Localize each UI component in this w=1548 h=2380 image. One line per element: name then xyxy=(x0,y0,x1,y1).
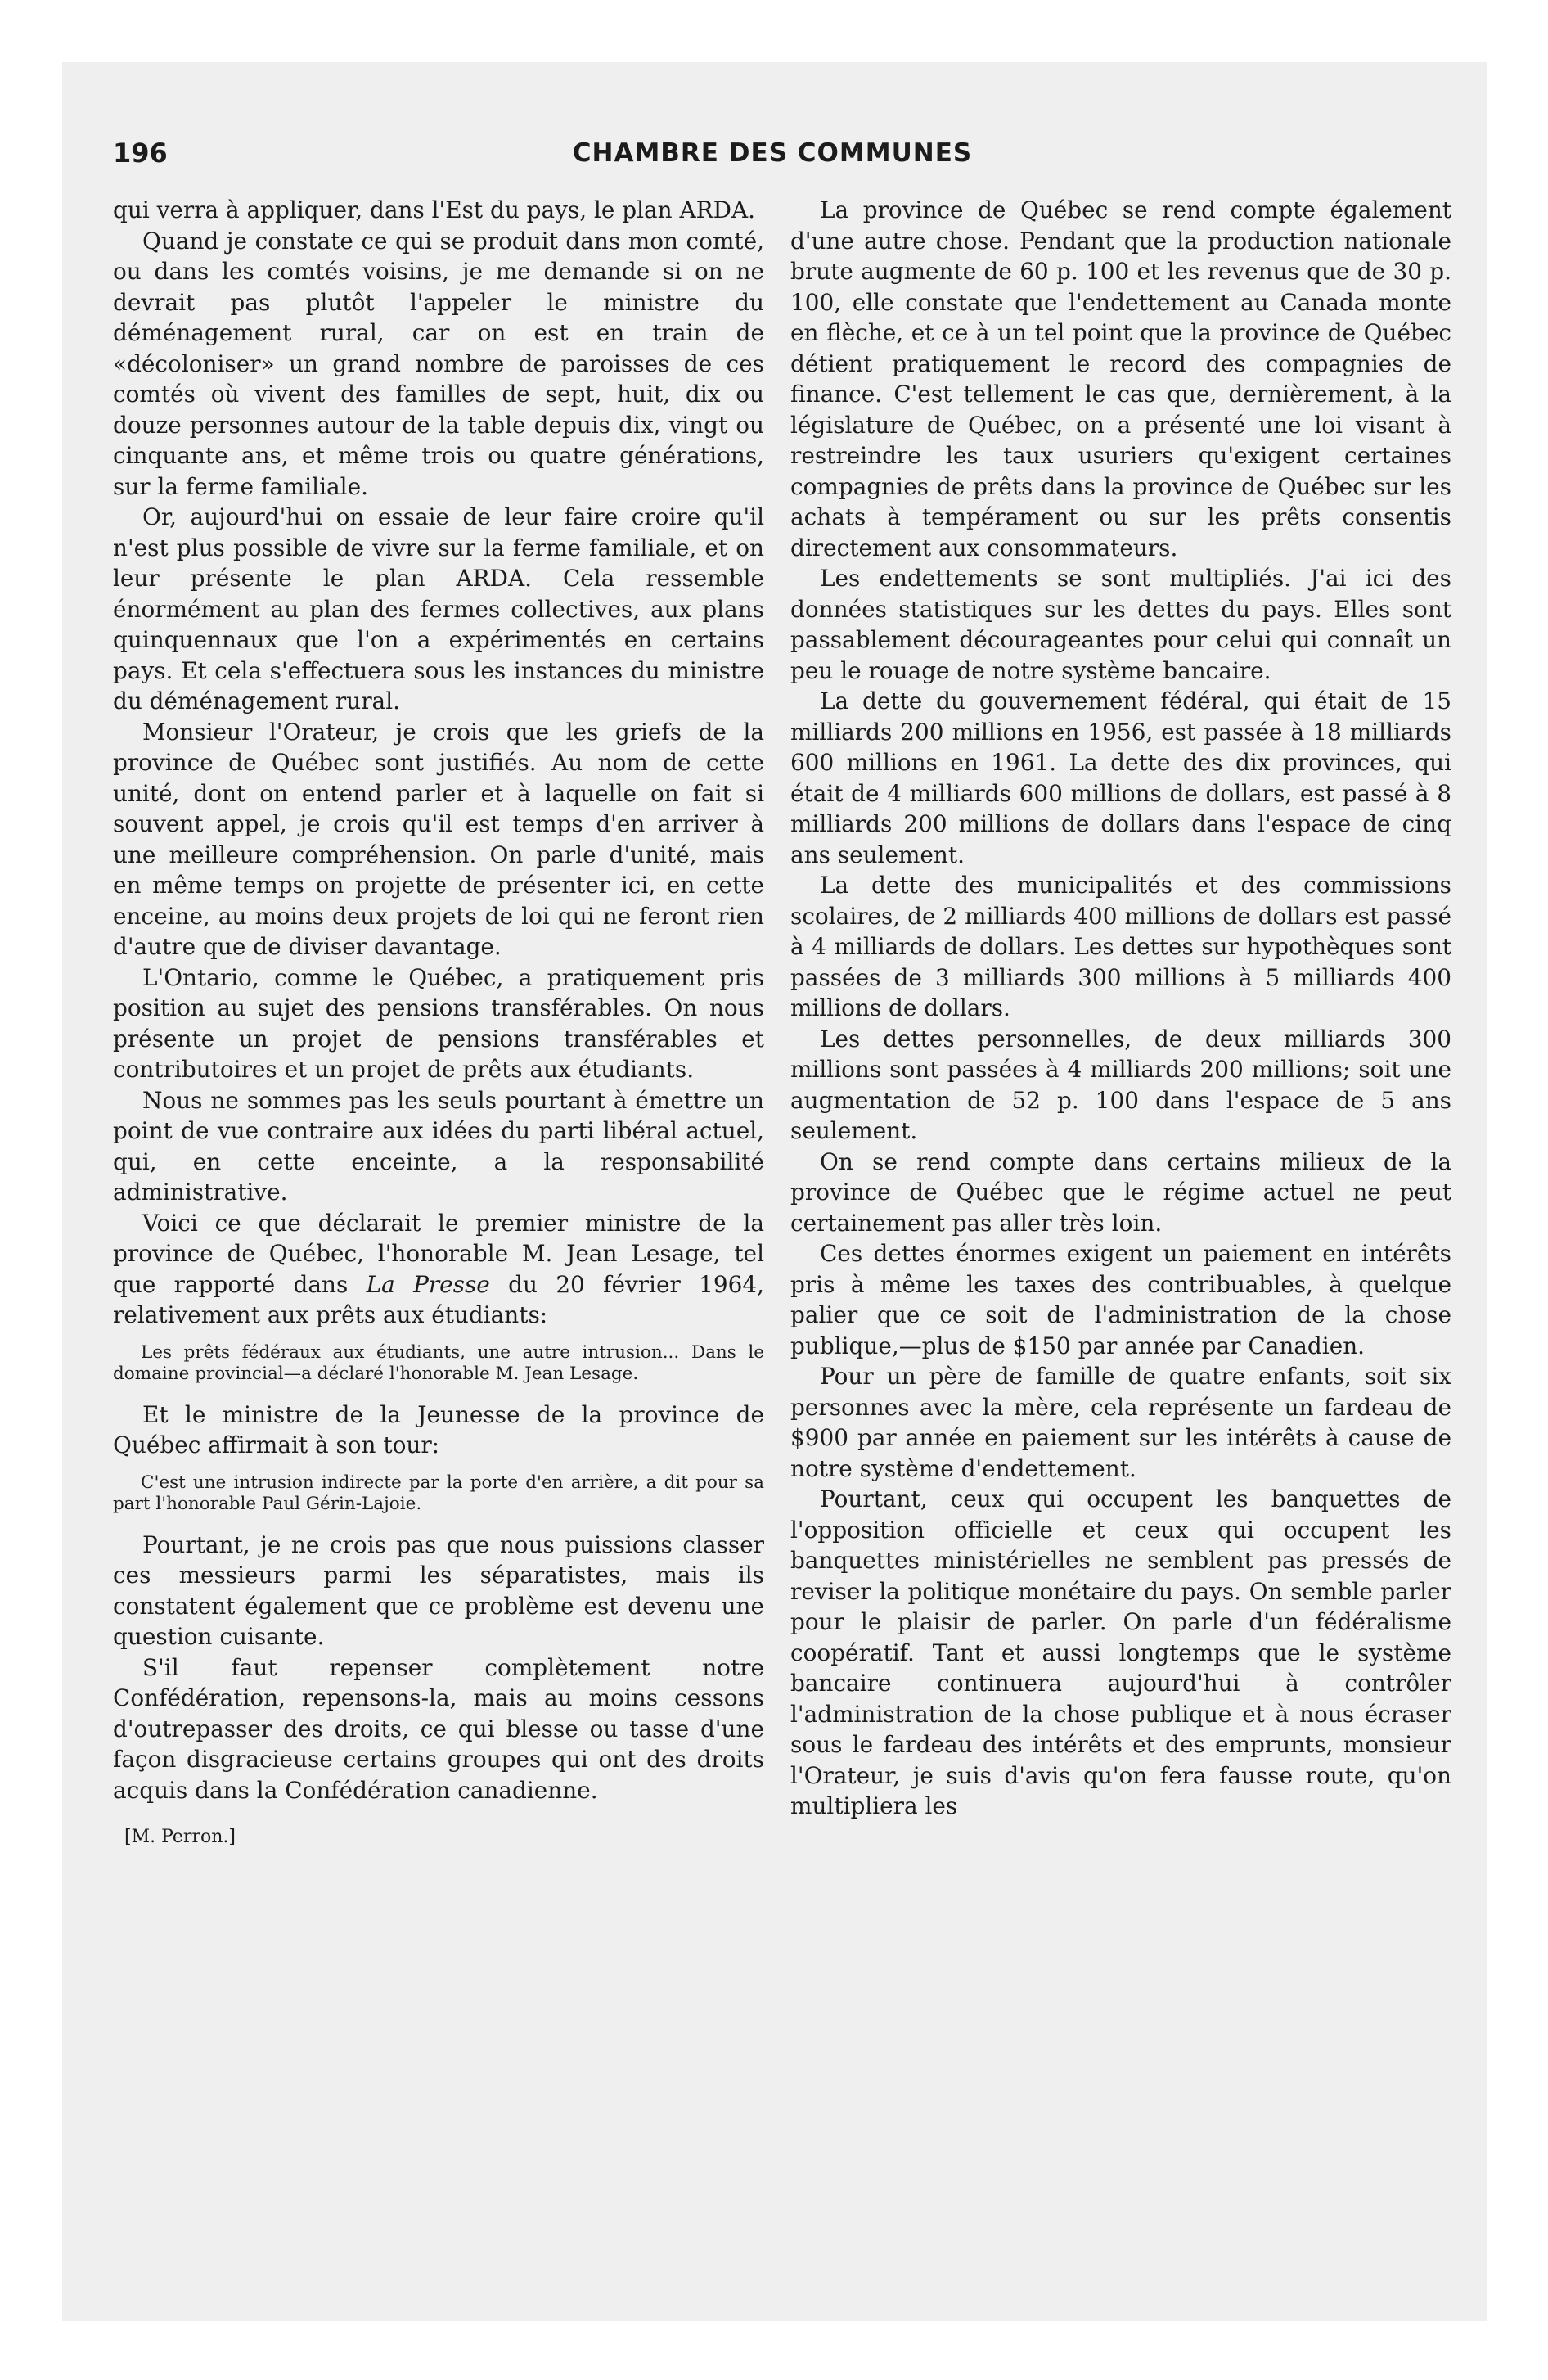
paragraph: Nous ne sommes pas les seuls pourtant à émettre un point de vue contraire aux idées du parti libéral actuel, qui, en cette enceinte, a la responsabilité administrative. xyxy=(113,1086,764,1206)
paragraph: On se rend compte dans certains milieux de la province de Québec que le régime actuel ne peut certainement pas aller très loin. xyxy=(790,1147,1451,1237)
paragraph-text: du 20 février 1964, relativement aux prêts aux étudiants: xyxy=(113,1270,764,1328)
paragraph: La province de Québec se rend compte également d'une autre chose. Pendant que la production nationale brute augmente de 60 p. 100 et les revenus que de 30 p. 100, elle constate que l'endettement au Canada monte en flèche, et ce à un tel point que la province de Québec détient pratiquement le record des compagnies de finance. C'est tellement le cas que, dernièrement, à la législature de Québec, on a présenté une loi visant à restreindre les taux usuriers qu'exigent certaines compagnies de prêts dans la province de Québec sur les achats à tempérament ou sur les prêts consentis directement aux consommateurs. xyxy=(790,196,1451,561)
page-header xyxy=(113,133,1432,174)
paragraph: Quand je constate ce qui se produit dans mon comté, ou dans les comtés voisins, je me demande si on ne devrait pas plutôt l'appeler le ministre du déménagement rural, car on est en train de «décoloniser» un grand nombre de paroisses de ces comtés où vivent des familles de sept, huit, dix ou douze personnes autour de la table depuis dix, vingt ou cinquante ans, et même trois ou quatre générations, sur la ferme familiale. xyxy=(113,227,764,500)
running-head: CHAMBRE DES COMMUNES xyxy=(572,138,973,168)
paragraph: Pourtant, ceux qui occupent les banquettes de l'opposition officielle et ceux qui occupent les banquettes ministérielles ne semblent pas pressés de reviser la politique monétaire du pays. On semble parler pour le plaisir de parler. On parle d'un fédéralisme coopératif. Tant et aussi longtemps que le système bancaire continuera aujourd'hui à contrôler l'administration de la chose publique et à nous écraser sous le fardeau des intérêts et des emprunts, monsieur l'Orateur, je suis d'avis qu'on fera fausse route, qu'on multipliera les xyxy=(790,1485,1451,1819)
paragraph: Les endettements se sont multipliés. J'ai ici des données statistiques sur les dettes du pays. Elles sont passablement décourageantes pour celui qui connaît un peu le rouage de notre système bancaire. xyxy=(790,565,1451,684)
paragraph: Pourtant, je ne crois pas que nous puissions classer ces messieurs parmi les séparatistes, mais ils constatent également que ce problème est devenu une question cuisante. xyxy=(113,1530,764,1650)
paragraph: Les dettes personnelles, de deux milliards 300 millions sont passées à 4 milliards 200 millions; soit une augmentation de 52 p. 100 dans l'espace de 5 ans seulement. xyxy=(790,1025,1451,1144)
paragraph-text: Voici ce que déclarait le premier ministre de la province de Québec, l'honorable M. Jean Lesage, tel que rapporté dans xyxy=(113,1209,764,1298)
page-number: 196 xyxy=(113,137,168,169)
right-column xyxy=(790,195,1451,1822)
block-quote: C'est une intrusion indirecte par la porte d'en arrière, a dit pour sa part l'honorable Paul Gérin-Lajoie. xyxy=(113,1472,764,1514)
speaker-tag: [M. Perron.] xyxy=(124,1827,236,1847)
block-quote: Les prêts fédéraux aux étudiants, une autre intrusion... Dans le domaine provincial—a déclaré l'honorable M. Jean Lesage. xyxy=(113,1341,764,1384)
paragraph: Ces dettes énormes exigent un paiement en intérêts pris à même les taxes des contribuables, à quelque palier que ce soit de l'administration de la chose publique,—plus de $150 par année par Canadien. xyxy=(790,1240,1451,1359)
paragraph: Et le ministre de la Jeunesse de la province de Québec affirmait à son tour: xyxy=(113,1400,764,1458)
paragraph: Pour un père de famille de quatre enfants, soit six personnes avec la mère, cela représente un fardeau de $900 par année en paiement sur les intérêts à cause de notre système d'endettement. xyxy=(790,1363,1451,1482)
newspaper-title: La Presse xyxy=(366,1270,490,1298)
paragraph: Or, aujourd'hui on essaie de leur faire croire qu'il n'est plus possible de vivre sur la ferme familiale, et on leur présente le plan ARDA. Cela ressemble énormément au plan des fermes collectives, aux plans quinquennaux que l'on a expérimentés en certains pays. Et cela s'effectuera sous les instances du ministre du déménagement rural. xyxy=(113,503,764,714)
paragraph: La dette des municipalités et des commissions scolaires, de 2 milliards 400 millions de dollars est passé à 4 milliards de dollars. Les dettes sur hypothèques sont passées de 3 milliards 300 millions à 5 milliards 400 millions de dollars. xyxy=(790,872,1451,1021)
paragraph: La dette du gouvernement fédéral, qui était de 15 milliards 200 millions en 1956, est passée à 18 milliards 600 millions en 1961. La dette des dix provinces, qui était de 4 milliards 600 millions de dollars, est passé à 8 milliards 200 millions de dollars dans l'espace de cinq ans seulement. xyxy=(790,687,1451,868)
paragraph: L'Ontario, comme le Québec, a pratiquement pris position au sujet des pensions transférables. On nous présente un projet de pensions transférables et contributoires et un projet de prêts aux étudiants. xyxy=(113,963,764,1083)
left-column xyxy=(113,195,764,1850)
paragraph: S'il faut repenser complètement notre Confédération, repensons-la, mais au moins cessons d'outrepasser des droits, ce qui blesse ou tasse d'une façon disgracieuse certains groupes qui ont des droits acquis dans la Confédération canadienne. xyxy=(113,1653,764,1804)
paragraph: qui verra à appliquer, dans l'Est du pays, le plan ARDA. xyxy=(113,196,755,223)
paragraph: Monsieur l'Orateur, je crois que les griefs de la province de Québec sont justifiés. Au nom de cette unité, dont on entend parler et à laquelle on fait si souvent appel, je crois qu'il est temps d'en arriver à une meilleure compréhension. On parle d'unité, mais en même temps on projette de présenter ici, en cette enceine, au moins deux projets de loi qui ne feront rien d'autre que de diviser davantage. xyxy=(113,718,764,960)
paragraph xyxy=(113,1208,764,1331)
